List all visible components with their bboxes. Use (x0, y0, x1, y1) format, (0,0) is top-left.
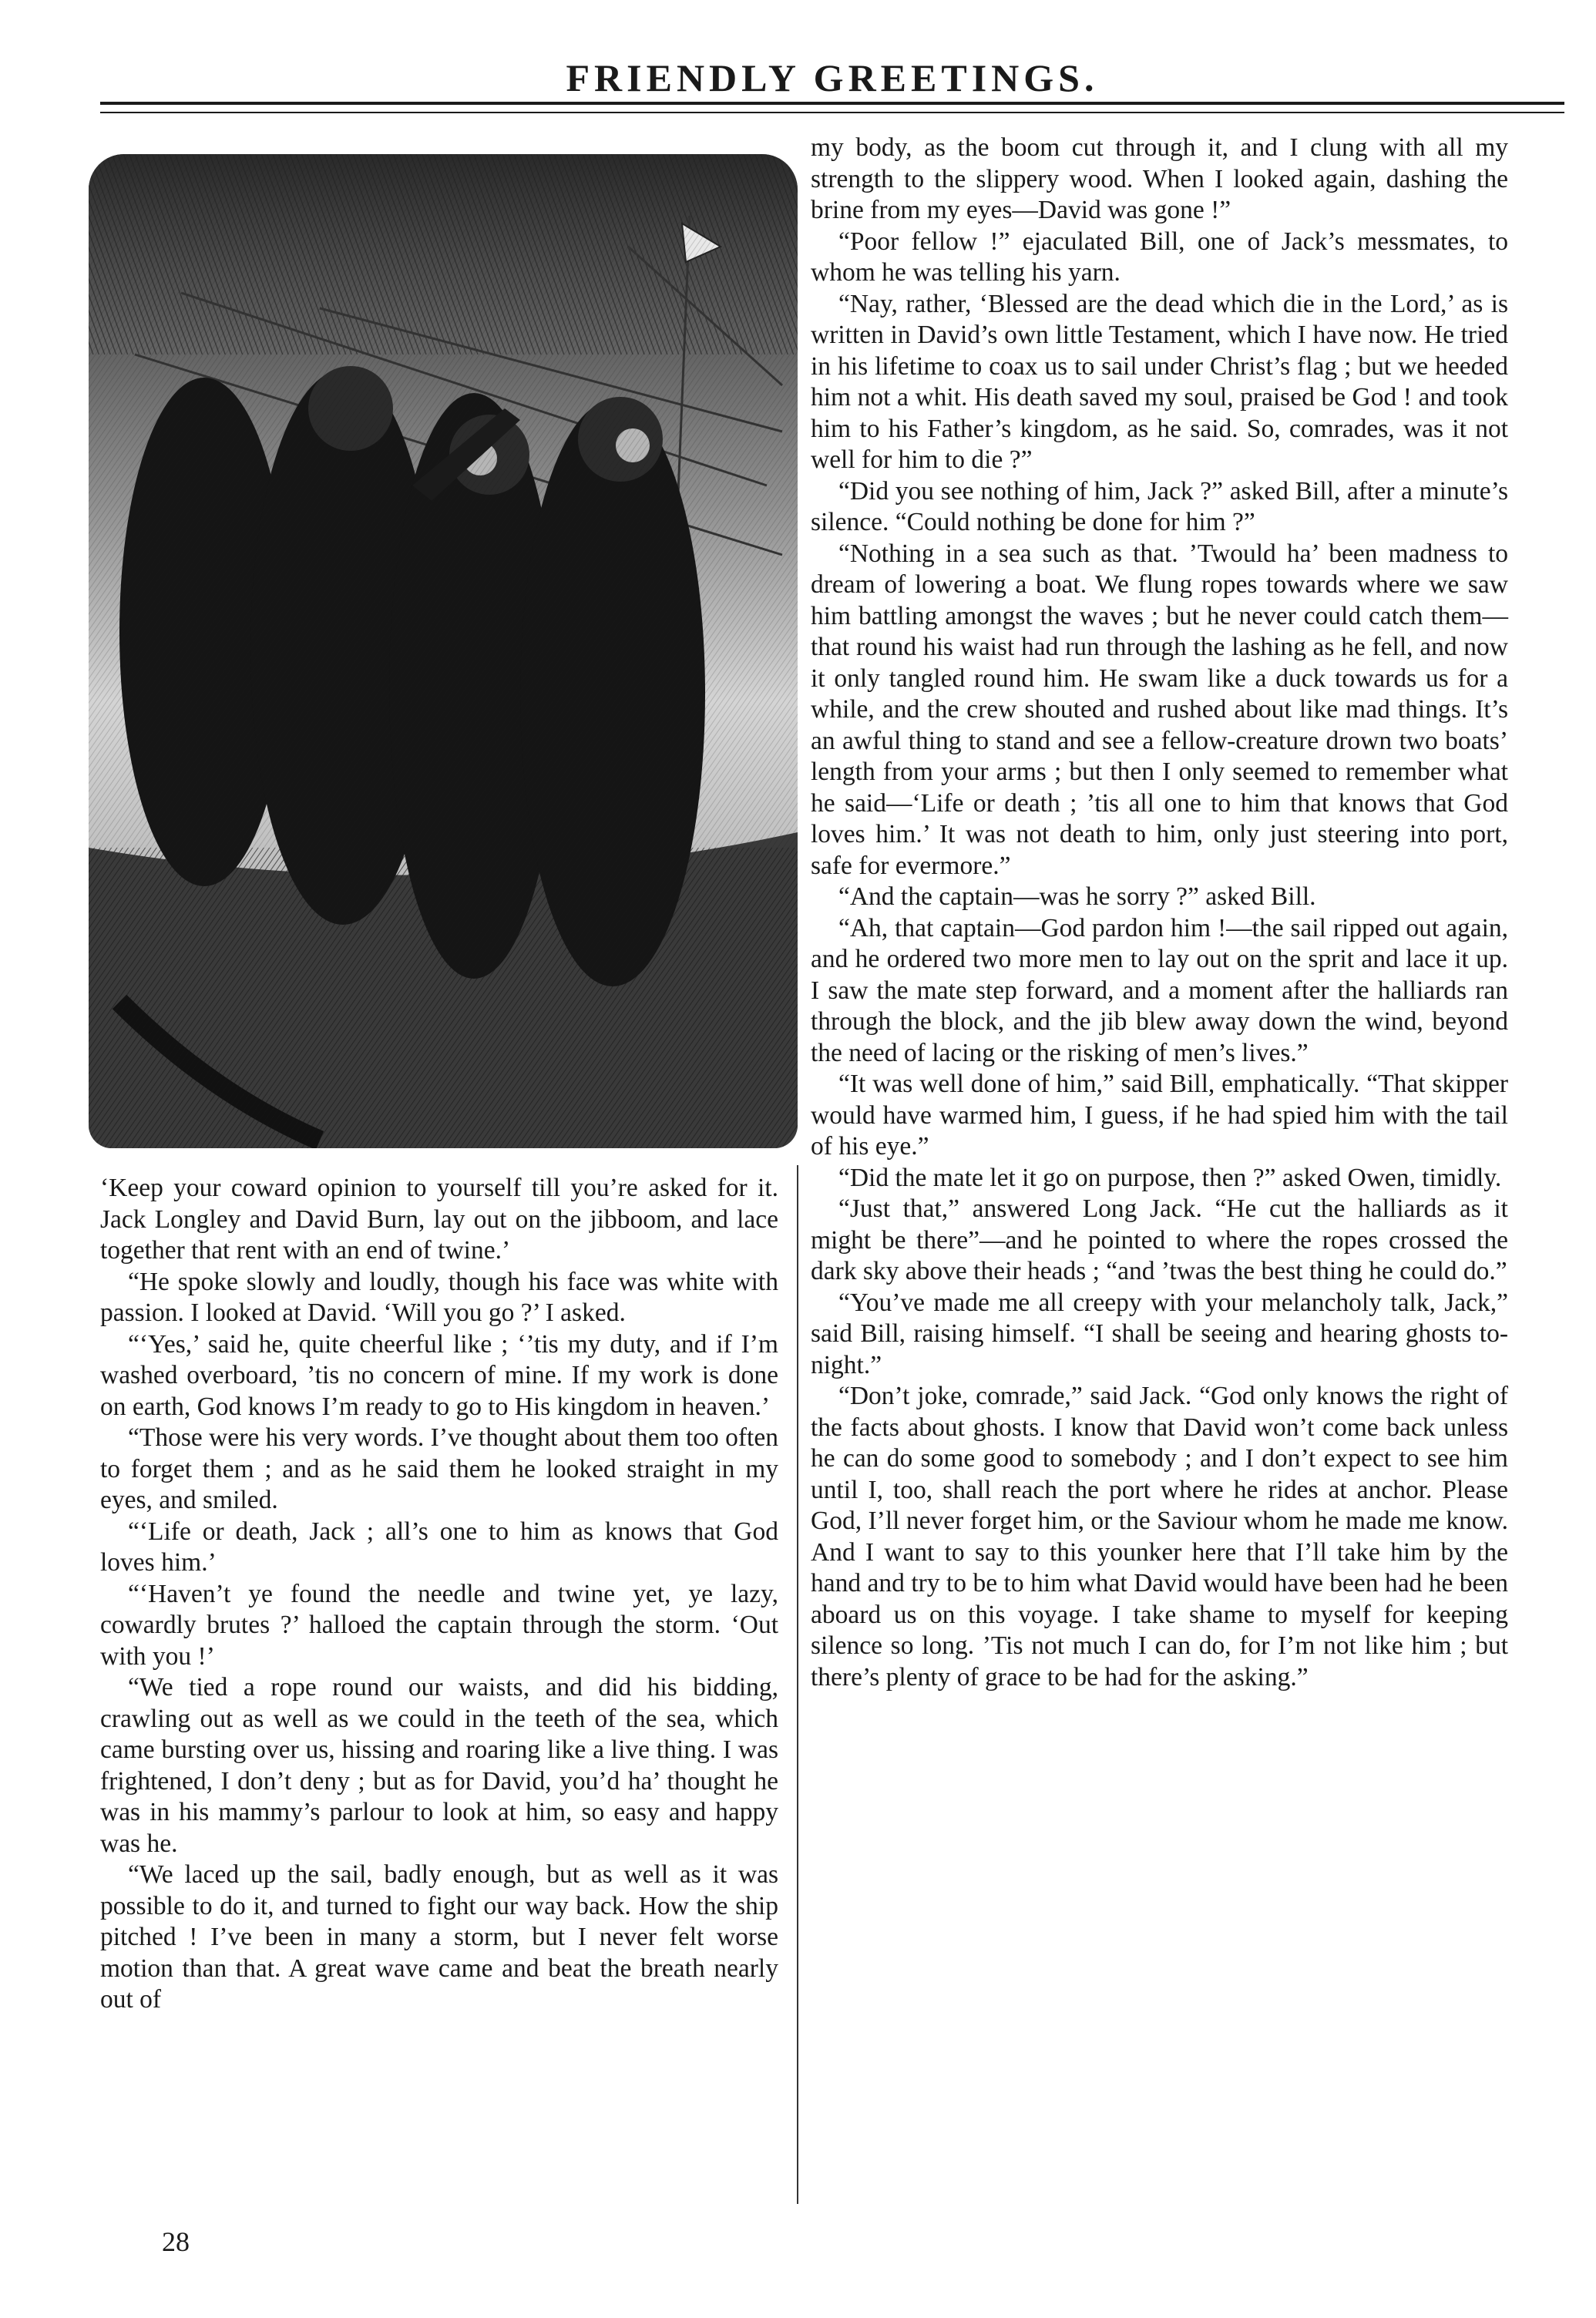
paragraph: “We laced up the sail, badly enough, but as well as it was possible to do it, and turned to fight our way back. How the ship pitched ! I’ve been in many a storm, but I never felt worse motion than that. A great wave came and beat the breath nearly out of (100, 1860, 778, 2014)
right-column-text (811, 133, 1508, 1693)
page-number: 28 (162, 2226, 190, 2257)
paragraph: “Those were his very words. I’ve thought about them too often to forget them ; and as he said them he looked straight in my eyes, and smiled. (100, 1423, 778, 1514)
paragraph: “Did you see nothing of him, Jack ?” asked Bill, after a minute’s silence. “Could nothing be done for him ?” (811, 476, 1508, 536)
left-column-text (100, 1173, 778, 2016)
paragraph: “Poor fellow !” ejaculated Bill, one of Jack’s messmates, to whom he was telling his yarn. (811, 227, 1508, 287)
paragraph: ‘Keep your coward opinion to yourself till you’re asked for it. Jack Longley and David Burn, lay out on the jibboom, and lace together that rent with an end of twine.’ (100, 1174, 778, 1265)
paragraph: “It was well done of him,” said Bill, emphatically. “That skipper would have warmed him, I guess, if he had spied him with the tail of his eye.” (811, 1070, 1508, 1161)
header-rule-thin (100, 112, 1564, 113)
header-rule-thick (100, 102, 1564, 105)
paragraph: “‘Life or death, Jack ; all’s one to him as knows that God loves him.’ (100, 1517, 778, 1577)
paragraph: “And the captain—was he sorry ?” asked Bill. (838, 882, 1316, 911)
paragraph: “Did the mate let it go on purpose, then ?” asked Owen, timidly. (838, 1163, 1502, 1192)
paragraph: my body, as the boom cut through it, and I clung with all my strength to the slippery wood. When I looked again, dashing the brine from my eyes—David was gone !” (811, 133, 1508, 224)
column-divider (797, 1165, 798, 2204)
paragraph: “Just that,” answered Long Jack. “He cut the halliards as it might be there”—and he pointed to where the ropes crossed the dark sky above their heads ; “and ’twas the best thing he could do.” (811, 1194, 1508, 1285)
paragraph: “He spoke slowly and loudly, though his face was white with passion. I looked at David. ‘Will you go ?’ I asked. (100, 1267, 778, 1327)
paragraph: “Nothing in a sea such as that. ’Twould ha’ been madness to dream of lowering a boat. We flung ropes towards where we saw him battling amongst the waves ; but he never could catch them—that round his waist had run through the lashing as he fell, and now it only tangled round him. He swam like a duck towards us for a while, and the crew shouted and rushed about like mad things. It’s an awful thing to stand and see a fellow-creature drown two boats’ length from your arms ; but then I only seemed to remember what he said—‘Life or death ; ’tis all one to him that knows that God loves him.’ It was not death to him, only just steering into port, safe for evermore.” (811, 539, 1508, 880)
paragraph: “You’ve made me all creepy with your melancholy talk, Jack,” said Bill, raising himself. “I shall be seeing and hearing ghosts to-night.” (811, 1288, 1508, 1379)
paragraph: “Ah, that captain—God pardon him !—the sail ripped out again, and he ordered two more men to lay out on the sprit and lace it up. I saw the mate step forward, and a moment after the halliards ran through the block, and the jib blew away down the wind, beyond the need of lacing or the risking of men’s lives.” (811, 913, 1508, 1067)
paragraph: “Don’t joke, comrade,” said Jack. “God only knows the right of the facts about ghosts. I know that David won’t come back unless he can do some good to somebody ; and I don’t expect to see him until I, too, shall reach the port where he rides at anchor. Please God, I’ll never forget him, or the Saviour whom he made me know. And I want to say to this younker here that I’ll take him by the hand and try to be to him what David would have been had he been aboard us on this voyage. I take shame to myself for keeping silence so long. ’Tis not much I can do, for I’m not like him ; but there’s plenty of grace to be had for the asking.” (811, 1382, 1508, 1691)
paragraph: “We tied a rope round our waists, and did his bidding, crawling out as well as we could in the teeth of the sea, which came bursting over us, hissing and roaring like a live thing. I was frightened, I don’t deny ; but as for David, you’d ha’ thought he was in his mammy’s parlour to look at him, so easy and happy was he. (100, 1673, 778, 1858)
paragraph: “Nay, rather, ‘Blessed are the dead which die in the Lord,’ as is written in David’s own little Testament, which I have now. He tried in his lifetime to coax us to sail under Christ’s flag ; but we heeded him not a whit. His death saved my soul, praised be God ! and took him to his Father’s kingdom, as he said. So, comrades, was it not well for him to die ?” (811, 289, 1508, 474)
paragraph: “‘Haven’t ye found the needle and twine yet, ye lazy, cowardly brutes ?’ halloed the captain through the storm. ‘Out with you !’ (100, 1579, 778, 1671)
paragraph: “‘Yes,’ said he, quite cheerful like ; ‘’tis my duty, and if I’m washed overboard, ’tis no concern of mine. If my work is done on earth, God knows I’m ready to go to His kingdom in heaven.’ (100, 1329, 778, 1421)
engraving-illustration (89, 154, 798, 1148)
running-head: FRIENDLY GREETINGS. (566, 56, 1099, 99)
